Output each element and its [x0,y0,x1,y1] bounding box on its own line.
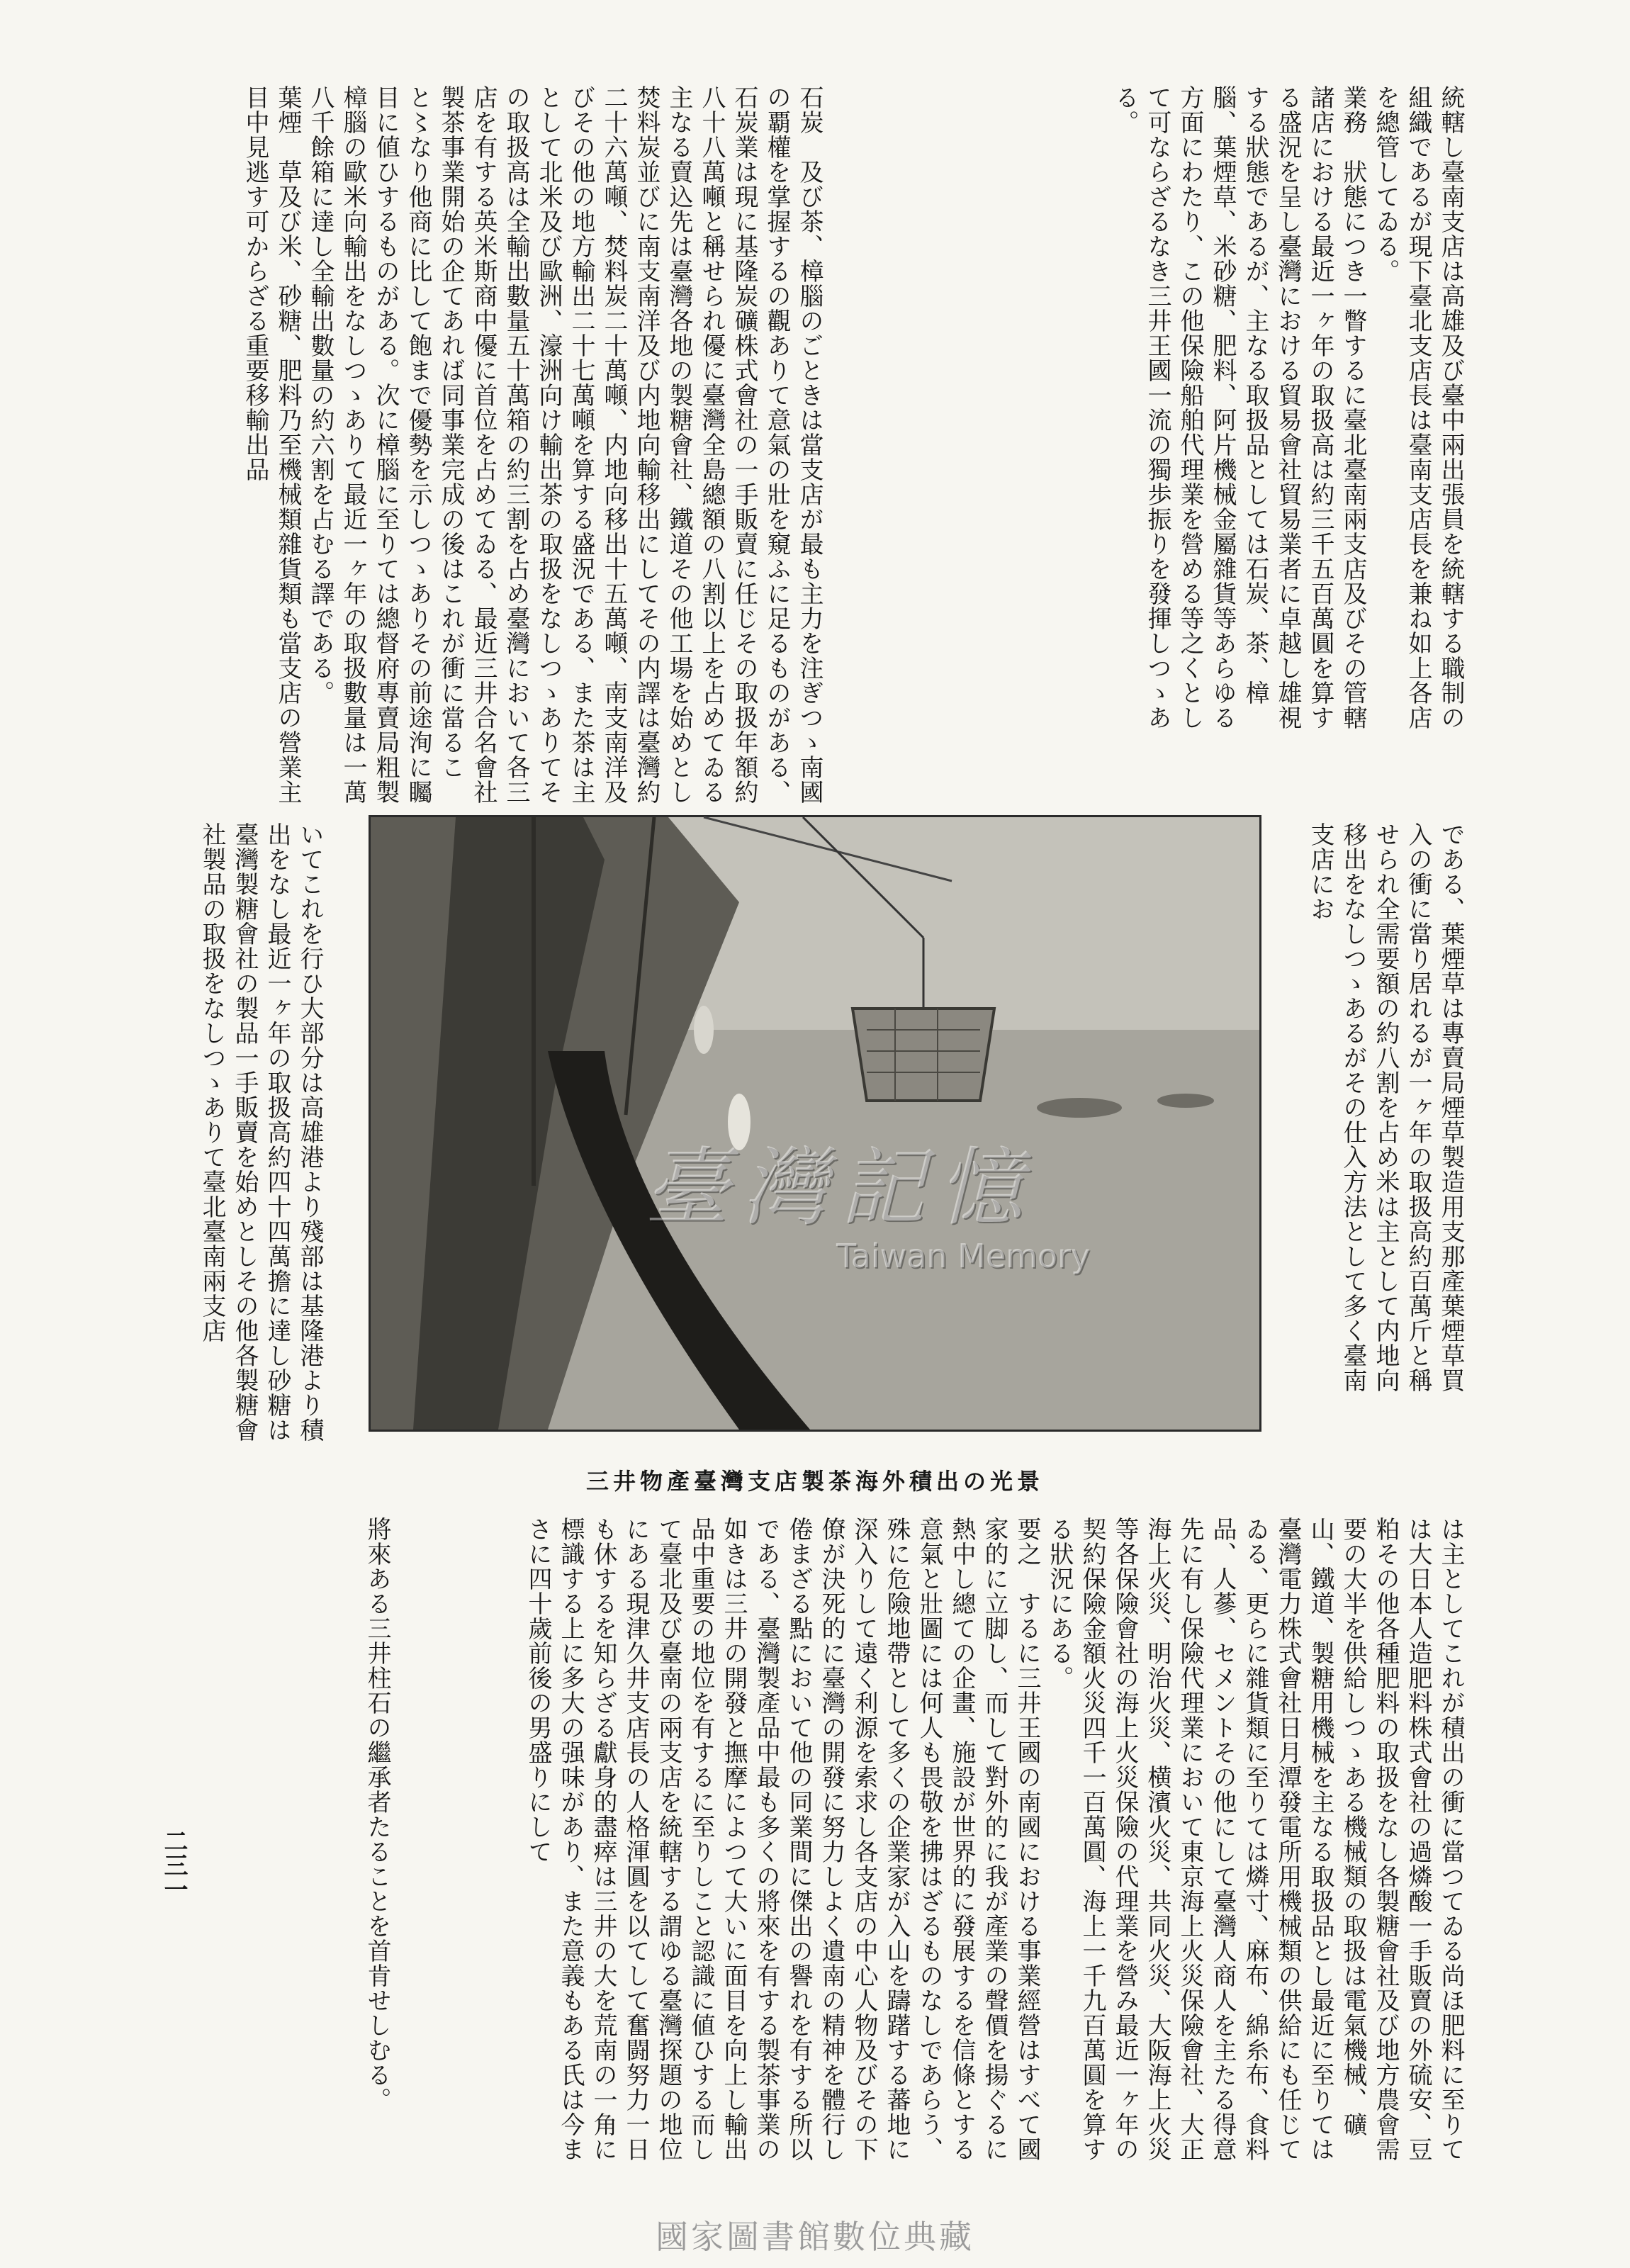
paragraph-business: 業務 狀態につき一瞥するに臺北臺南兩支店及びその管轄諸店における最近一ヶ年の取扱高は約三千五百萬圓を算する盛況を呈し臺灣における貿易會社貿易業者に卓越し雄視する狀態であるが、主なる取扱品としては石炭、茶、樟腦、葉煙草、米砂糖、肥料、阿片機械金屬雜貨等あらゆる方面にわたり、この他保險船舶代理業を營める等之くとして可ならざるなき三井王國一流の獨歩振りを發揮しつゝある。 [1111,85,1367,730]
watermark-logo: 臺灣記憶 [644,1139,1035,1237]
paragraph-coal-tea-camphor: 石炭 及び茶、樟腦のごときは當支店が最も主力を注ぎつゝ南國の覇權を掌握するの觀ありて意氣の壯を窺ふに足るものがある、石炭業は現に基隆炭礦株式會社の一手販賣に任じその取扱年額約八十八萬噸と稱せられ優に臺灣全島總額の八割以上を占めてゐる主なる賣込先は臺灣各地の製糖會社、鐵道その他工場を始めとし焚料炭並びに南支南洋及び内地向輸移出にしてその内譯は臺灣約二十六萬噸、焚料炭二十萬噸、内地向移出十五萬噸、南支南洋及びその他の地方輸出二十七萬噸を算する盛況である、また茶は主として北米及び歐洲、濠洲向け輸出茶の取扱をなしつゝありてその取扱高は全輸出數量五十萬箱の約三割を占め臺灣において各三店を有する英米斯商中優に首位を占めてゐる、最近三井合名會社製茶事業開始の企てあれば同事業完成の後はこれが衝に當ること〻なり他商に比して飽まで優勢を示しつゝありその前途洵に矚目に値ひするものがある。次に樟腦に至りては總督府專賣局粗製樟腦の歐米向輸出をなしつゝありて最近一ヶ年の取扱數量は一萬八千餘箱に達し全輸出數量の約六割を占むる譯である。 [306,85,824,804]
watermark-subtitle: Taiwan Memory [836,1237,1091,1275]
paragraph-leaf-tobacco: 葉煙 草及び米、砂糖、肥料乃至機械類雜貨類も當支店の營業主目中見逃す可からざる重要移輸出品 [241,85,302,804]
text-right-of-photo: である、葉煙草は專賣局煙草製造用支那產葉煙草買入の衝に當り居れるが一ヶ年の取扱高約百萬斤と稱せられ全需要額の約八割を占め米は主として内地向移出をなしつゝあるがその仕入方法として多く臺南支店にお [1306,822,1465,1393]
lower-right-text-block [524,1517,1467,2169]
text-left-of-photo: いてこれを行ひ大部分は高雄港より殘部は基隆港より積出をなし最近一ヶ年の取扱高約四十四萬擔に達し砂糖は臺灣製糖會社の製品一手販賣を始めとしその他各製糖會社製品の取扱をなしつゝありて臺北臺南兩支店 [198,822,324,1442]
photo-caption: 三井物產臺灣支店製茶海外積出の光景 [585,1468,1044,1495]
paragraph-summary: 要之 するに三井王國の南國における事業經營はすべて國家的に立脚し、而して對外的に我が產業の聲價を揚ぐるに熱中し總ての企畫、施設が世界的に發展するを信條とする意氣と壯圖には何人も畏敬を拂はざるものなしであらう、殊に危險地帶として多くの企業家が入山を躊躇する蕃地に深入りして遠く利源を索求し各支店の中心人物及びその下僚が決死的に臺灣の開發に努力しよく遺南の精神を體行し倦まざる點において他の同業間に傑出の譽れを有する所以である、臺灣製產品中最も多くの將來を有する製茶事業の如きは三井の開發と撫摩によつて大いに面目を向上し輸出品中重要の地位を有するに至りしこと認識に値ひする而して臺北及び臺南の兩支店を統轄する謂ゆる臺灣探題の地位にある現津久井支店長の人格渾圓を以てして奮闘努力一日も休するを知らざる獻身的盡瘁は三井の大を荒南の一角に標識する上に多大の强味があり、また意義もある氏は今まさに四十歲前後の男盛りにして [524,1517,1041,2162]
paragraph-jurisdiction: 統轄し臺南支店は高雄及び臺中兩出張員を統轄する職制の組織であるが現下臺北支店長は臺南支店長を兼ね如上各店を總管してゐる。 [1371,85,1465,730]
lower-left-text-block: 將來ある三井柱石の繼承者たることを首肯せしむる。 [363,1517,391,2112]
page-number: 二三一 [159,1829,188,1901]
upper-left-text-block [216,85,826,808]
upper-right-text-block [872,85,1467,744]
library-footer: 國家圖書館數位典藏 [656,2218,974,2256]
paragraph-fertilizer-insurance: は主としてこれが積出の衝に當つてゐる尚ほ肥料に至りては大日本人造肥料株式會社の過燐酸一手販賣の外硫安、豆粕その他各種肥料の取扱をなし各製糖會社及び地方農會需要の大半を供給しつゝある機械類の取扱は電氣機械、礦山、鐵道、製糖用機械を主なる取扱品とし最近に至りては臺灣電力株式會社日月潭發電所用機械類の供給にも任じてゐる、更らに雜貨類に至りては燐寸、麻布、綿糸布、食料品、人蔘、セメントその他にして臺灣人商人を主たる得意先に有し保險代理業において東京海上火災保險會社、大正海上火災、明治火災、横濱火災、共同火災、大阪海上火災等各保險會社の海上火災保險の代理業を營み最近一ヶ年の契約保險金額火災四千一百萬圓、海上一千九百萬圓を算する狀況にある。 [1045,1517,1465,2162]
